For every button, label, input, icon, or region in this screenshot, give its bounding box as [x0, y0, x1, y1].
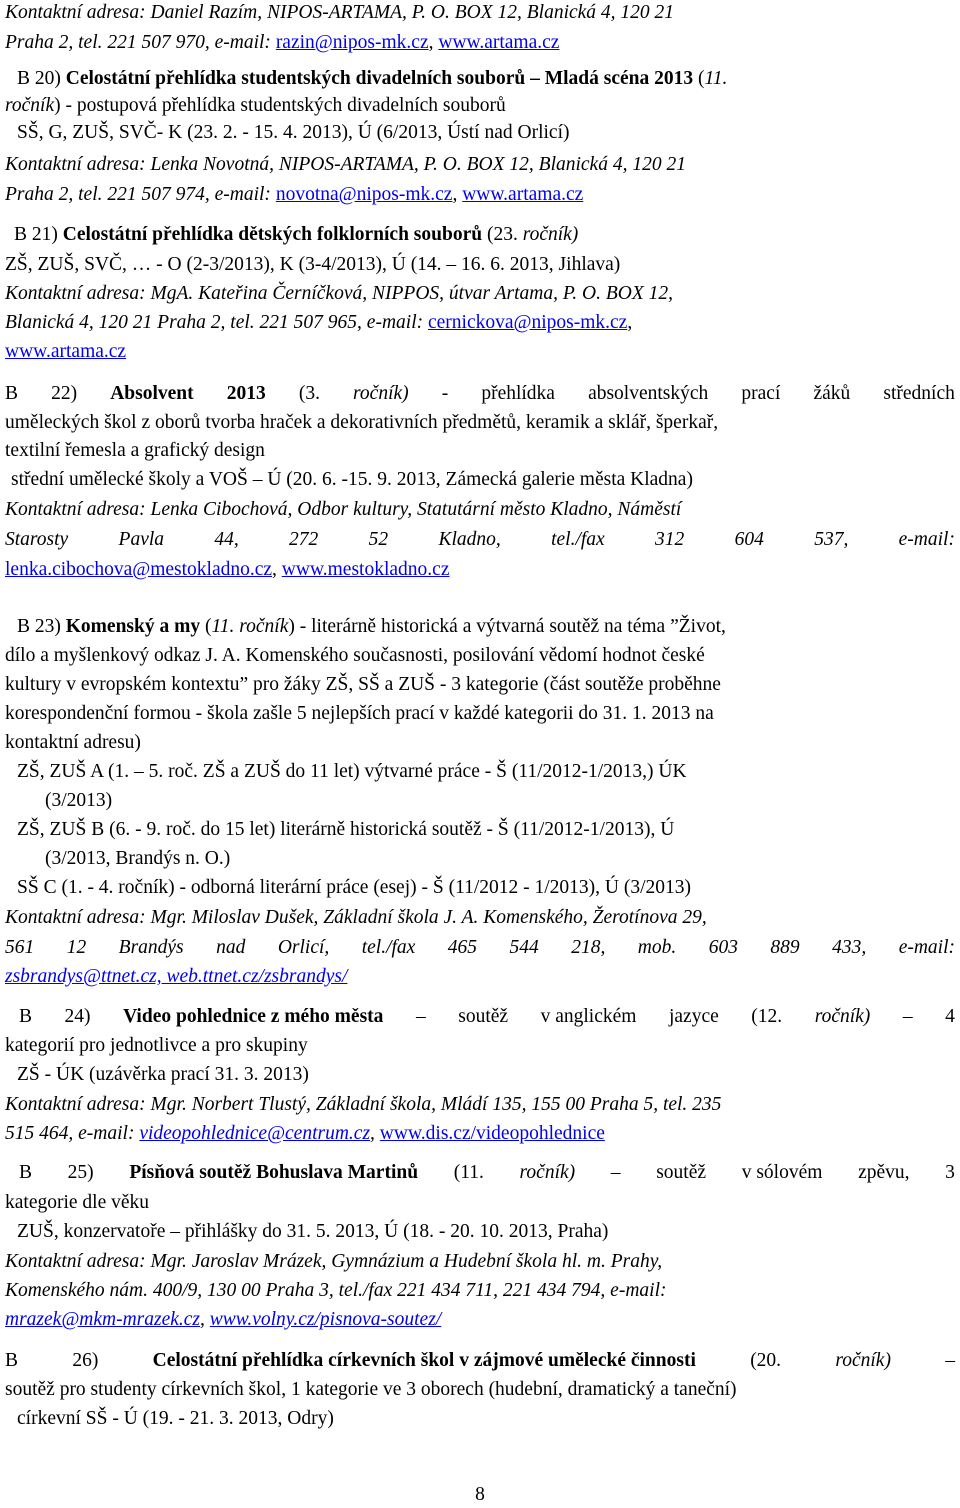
text-line [11, 467, 955, 493]
text-span: mob. [637, 937, 677, 958]
text-span: 25) [67, 1162, 94, 1183]
text-span: přehlídka [481, 383, 555, 404]
text-span: 537, [814, 529, 849, 550]
text-span: ZŠ - ÚK (uzávěrka prací 31. 3. 2013) [17, 1064, 309, 1085]
text-span: (3/2013, Brandýs n. O.) [45, 848, 231, 869]
text-span: ) - postupová přehlídka studentských divadelních souborů [54, 95, 506, 116]
text-span: církevní SŠ - Ú (19. - 21. 3. 2013, Odry) [17, 1408, 334, 1429]
text-line [5, 438, 955, 464]
text-line [5, 93, 955, 119]
text-span: Kontaktní adresa: Lenka Novotná, NIPOS-ARTAMA, P. O. BOX 12, Blanická 4, 120 21 [5, 154, 686, 175]
text-span: B [19, 1006, 33, 1027]
bold-text: Celostátní přehlídka církevních škol v zájmové umělecké činnosti [152, 1350, 696, 1371]
text-span: - [441, 383, 449, 404]
text-span: Starosty [5, 529, 69, 550]
text-line [5, 281, 955, 307]
text-span: B [5, 1350, 19, 1371]
text-line [5, 1377, 955, 1403]
link[interactable]: cernickova@nipos-mk.cz [427, 312, 628, 333]
link[interactable]: novotna@nipos-mk.cz [275, 184, 453, 205]
text-line [17, 120, 955, 146]
text-span: 218, [571, 937, 606, 958]
text-span: ročník) [519, 1162, 576, 1183]
link[interactable]: www.mestokladno.cz [281, 559, 450, 580]
text-span: Praha 2, tel. 221 507 974, e-mail: [5, 184, 276, 205]
bold-text: Absolvent [110, 383, 194, 404]
text-span: střední umělecké školy a VOŠ – Ú (20. 6. -15. 9. 2013, Zámecká galerie města Kladna) [11, 469, 693, 490]
text-line [5, 1092, 955, 1118]
text-line [17, 1219, 955, 1245]
link[interactable]: www.dis.cz/videopohlednice [379, 1123, 605, 1144]
text-line [5, 905, 955, 931]
text-line [45, 846, 955, 872]
text-span: Blanická 4, 120 21 Praha 2, tel. 221 507 965, e-mail: [5, 312, 428, 333]
text-line [5, 1190, 955, 1216]
text-line [5, 964, 955, 990]
text-span: tel./fax [551, 529, 605, 550]
text-span: Brandýs [118, 937, 184, 958]
text-span: (3/2013) [45, 790, 113, 811]
text-span: kategorie dle věku [5, 1192, 150, 1213]
text-line [5, 935, 955, 961]
text-line [5, 1033, 955, 1059]
text-span: 11. [704, 68, 728, 89]
text-span: uměleckých škol z oborů tvorba hraček a dekorativních předmětů, keramik a sklář, šperkař, [5, 412, 719, 433]
text-span: absolventských [588, 383, 709, 404]
page-number: 8 [475, 1484, 485, 1505]
text-line [5, 672, 955, 698]
text-span: 561 [5, 937, 35, 958]
text-span: ZUŠ, konzervatoře – přihlášky do 31. 5. 2013, Ú (18. - 20. 10. 2013, Praha) [17, 1221, 609, 1242]
text-span: zpěvu, [858, 1162, 910, 1183]
text-span: kontaktní adresu) [5, 732, 141, 753]
text-line [5, 701, 955, 727]
link[interactable]: videopohlednice@centrum.cz [139, 1123, 371, 1144]
text-line [17, 875, 955, 901]
text-span: 544 [509, 937, 539, 958]
link[interactable]: www.volny.cz/pisnova-soutez/ [209, 1309, 442, 1330]
text-span: , [200, 1309, 210, 1330]
text-line [17, 66, 955, 92]
text-span: kategorií pro jednotlivce a pro skupiny [5, 1035, 308, 1056]
text-line [5, 252, 955, 278]
text-span: 3 [945, 1162, 955, 1183]
text-line [5, 0, 955, 26]
text-span: 312 [655, 529, 685, 550]
text-span: B 20) [17, 68, 66, 89]
text-span: soutěž pro studenty církevních škol, 1 kategorie ve 3 oborech (hudební, dramatický a taneční) [5, 1379, 737, 1400]
text-line [17, 759, 955, 785]
text-span: středních [883, 383, 955, 404]
text-span: textilní řemesla a grafický design [5, 440, 265, 461]
text-span: , [428, 32, 439, 53]
text-line [17, 614, 955, 640]
text-span: tel./fax [361, 937, 416, 958]
text-line [17, 817, 955, 843]
text-span: ročník) [835, 1350, 891, 1371]
text-span: 22) [51, 383, 78, 404]
link[interactable]: www.artama.cz [462, 184, 584, 205]
text-span: , [627, 312, 633, 333]
text-span: e-mail: [898, 529, 955, 550]
text-span: (11. [453, 1162, 484, 1183]
link[interactable]: zsbrandys@ttnet.cz, web.ttnet.cz/zsbrandys/ [5, 966, 348, 987]
text-span: B 23) [17, 616, 66, 637]
link[interactable]: lenka.cibochova@mestokladno.cz [5, 559, 273, 580]
text-line [5, 557, 955, 583]
text-line [5, 1249, 955, 1275]
text-span: SŠ, G, ZUŠ, SVČ- K (23. 2. - 15. 4. 2013), Ú (6/2013, Ústí nad Orlicí) [17, 122, 570, 143]
text-span: ( [200, 616, 212, 637]
text-span: ročník) [353, 383, 409, 404]
text-span: (20. [750, 1350, 782, 1371]
bold-text: 2013 [226, 383, 266, 404]
text-line [5, 410, 955, 436]
text-span: ročník) [814, 1006, 871, 1027]
text-line [5, 381, 955, 407]
text-span: v anglickém [540, 1006, 637, 1027]
text-span: B 21) [14, 224, 63, 245]
text-span: , [272, 559, 282, 580]
text-span: Praha 2, tel. 221 507 970, e-mail: [5, 32, 276, 53]
text-span: 4 [945, 1006, 955, 1027]
text-line [5, 1348, 955, 1374]
text-span: 11. ročník [211, 616, 289, 637]
text-span: B [19, 1162, 33, 1183]
text-span: Komenského nám. 400/9, 130 00 Praha 3, tel./fax 221 434 711, 221 434 794, e-mail: [5, 1280, 667, 1301]
link[interactable]: www.artama.cz [5, 341, 127, 362]
text-line [5, 1278, 955, 1304]
text-line [5, 339, 955, 365]
text-span: – [945, 1350, 955, 1371]
text-line [5, 1121, 955, 1147]
text-span: prací [741, 383, 781, 404]
text-span: 272 [289, 529, 319, 550]
text-span: korespondenční formou - škola zašle 5 nejlepších prací v každé kategorii do 31. 1. 2013 na [5, 703, 714, 724]
text-span: 433, [832, 937, 867, 958]
text-span: v sólovém [741, 1162, 823, 1183]
text-span: ročník) [522, 224, 579, 245]
text-span: – [415, 1006, 426, 1027]
text-line [5, 497, 955, 523]
text-span: 603 [708, 937, 738, 958]
text-line [17, 1062, 955, 1088]
text-span: Kontaktní adresa: Mgr. Jaroslav Mrázek, Gymnázium a Hudební škola hl. m. Prahy, [5, 1251, 663, 1272]
text-span: soutěž [656, 1162, 707, 1183]
bold-text: Komenský a my [65, 616, 201, 637]
text-span: ZŠ, ZUŠ, SVČ, … - O (2-3/2013), K (3-4/2013), Ú (14. – 16. 6. 2013, Jihlava) [5, 254, 621, 275]
link[interactable]: mrazek@mkm-mrazek.cz [5, 1309, 201, 1330]
text-span: 889 [770, 937, 800, 958]
text-span: kultury v evropském kontextu” pro žáky ZŠ, SŠ a ZUŠ - 3 kategorie (část soutěže proběhne [5, 674, 721, 695]
text-span: SŠ C (1. - 4. ročník) - odborná literární práce (esej) - Š (11/2012 - 1/2013), Ú (3/2013) [17, 877, 692, 898]
text-span: Pavla [118, 529, 165, 550]
text-span: Kontaktní adresa: Mgr. Norbert Tlustý, Základní škola, Mládí 135, 155 00 Praha 5, tel. 235 [5, 1094, 722, 1115]
text-span: , [370, 1123, 380, 1144]
text-span: jazyce [668, 1006, 719, 1027]
text-line [5, 152, 955, 178]
bold-text: Celostátní přehlídka dětských folklorních souborů [62, 224, 483, 245]
text-line [45, 788, 955, 814]
text-span: 515 464, e-mail: [5, 1123, 140, 1144]
bold-text: Písňová soutěž Bohuslava Martinů [129, 1162, 419, 1183]
text-line [5, 643, 955, 669]
text-line [14, 222, 955, 248]
text-line [5, 310, 955, 336]
text-line [17, 1406, 955, 1432]
text-span: ročník [5, 95, 55, 116]
text-span: 604 [734, 529, 764, 550]
link[interactable]: razin@nipos-mk.cz [275, 32, 429, 53]
text-span: e-mail: [898, 937, 955, 958]
text-span: ZŠ, ZUŠ A (1. – 5. roč. ZŠ a ZUŠ do 11 let) výtvarné práce - Š (11/2012-1/2013,) ÚK [17, 761, 687, 782]
link[interactable]: www.artama.cz [438, 32, 560, 53]
bold-text: Celostátní přehlídka studentských divadelních souborů – Mladá scéna 2013 [65, 68, 694, 89]
text-span: B [5, 383, 19, 404]
text-span: (23. [482, 224, 523, 245]
text-span: (3. [298, 383, 320, 404]
text-line [5, 730, 955, 756]
text-span: žáků [813, 383, 851, 404]
text-span: 24) [64, 1006, 91, 1027]
text-span: ZŠ, ZUŠ B (6. - 9. roč. do 15 let) literárně historická soutěž - Š (11/2012-1/2013), Ú [17, 819, 675, 840]
text-line [5, 1307, 955, 1333]
text-line [19, 1004, 955, 1030]
text-span: 52 [368, 529, 389, 550]
text-span: ( [693, 68, 705, 89]
text-span: 26) [72, 1350, 99, 1371]
text-line [5, 527, 955, 553]
text-line [5, 182, 955, 208]
text-span: Kontaktní adresa: Mgr. Miloslav Dušek, Základní škola J. A. Komenského, Žerotínova 29, [5, 907, 707, 928]
text-span: 44, [214, 529, 239, 550]
text-span: nad [216, 937, 246, 958]
text-span: 465 [447, 937, 478, 958]
text-span: Kladno, [438, 529, 501, 550]
text-span: Kontaktní adresa: MgA. Kateřina Černíčková, NIPPOS, útvar Artama, P. O. BOX 12, [5, 283, 673, 304]
text-span: ) - literárně historická a výtvarná soutěž na téma ”Život, [288, 616, 726, 637]
text-span: – [902, 1006, 913, 1027]
text-span: soutěž [458, 1006, 509, 1027]
text-span: – [610, 1162, 621, 1183]
text-span: Orlicí, [277, 937, 330, 958]
text-line [5, 30, 955, 56]
text-span: 12 [66, 937, 87, 958]
bold-text: Video pohlednice z mého města [123, 1006, 384, 1027]
text-span: (12. [751, 1006, 783, 1027]
text-line [19, 1160, 955, 1186]
text-span: dílo a myšlenkový odkaz J. A. Komenského současnosti, posilování vědomí hodnot české [5, 645, 705, 666]
text-span: , [452, 184, 463, 205]
text-span: Kontaktní adresa: Daniel Razím, NIPOS-ARTAMA, P. O. BOX 12, Blanická 4, 120 21 [5, 2, 675, 23]
text-span: Kontaktní adresa: Lenka Cibochová, Odbor kultury, Statutární město Kladno, Náměstí [5, 499, 682, 520]
